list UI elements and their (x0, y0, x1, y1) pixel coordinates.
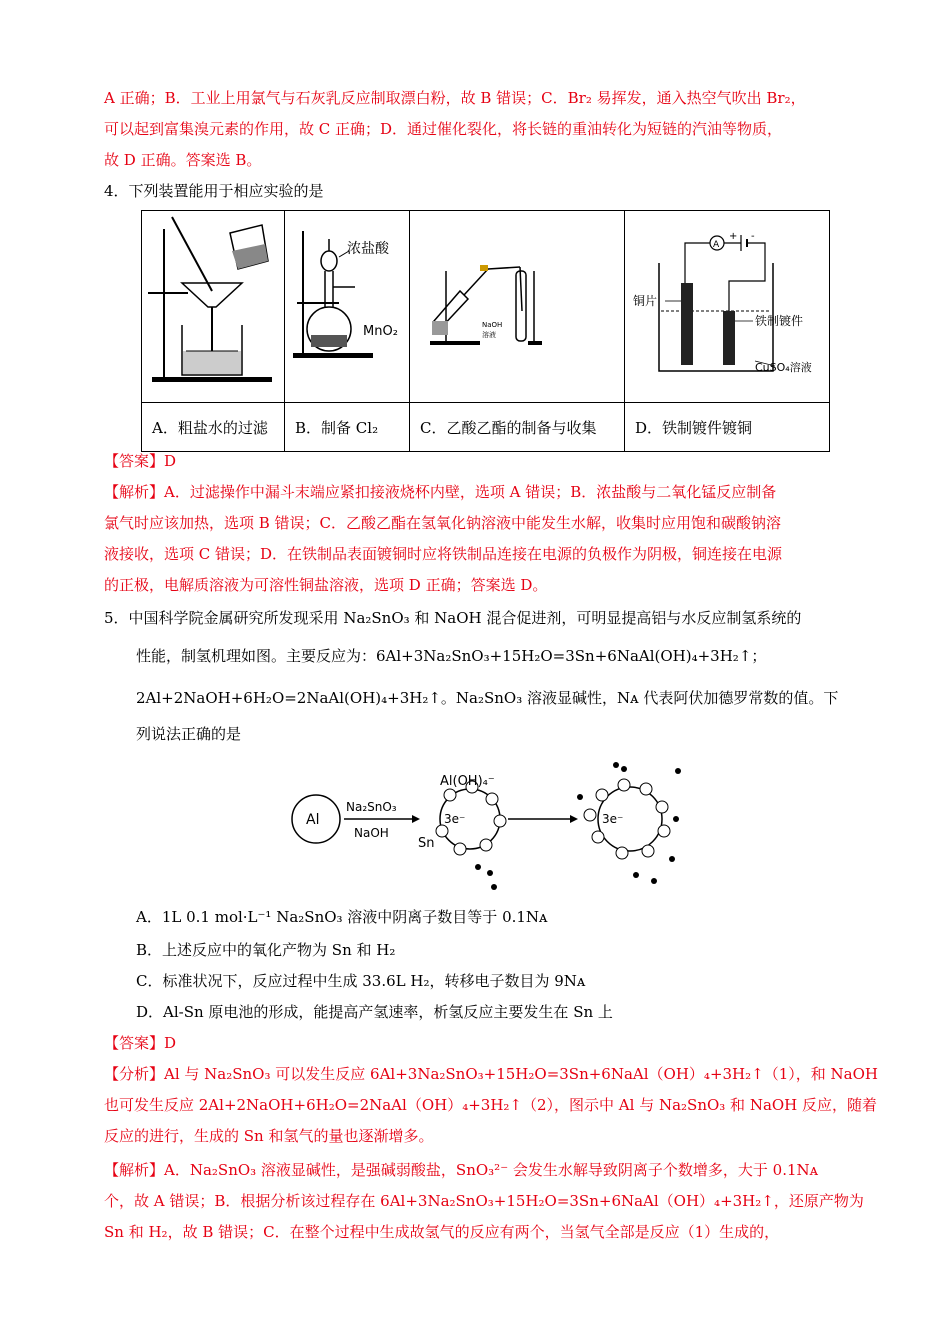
q5-stem-line-4: 列说法正确的是 (136, 725, 242, 743)
q5-stem-line-3: 2Al+2NaOH+6H₂O=2NaAl(OH)₄+3H₂↑。Na₂SnO₃ 溶液显碱性，Nᴀ 代表阿伏加德罗常数的值。下 (136, 689, 839, 707)
q4-analysis-line-4: 的正极，电解质溶液为可溶性铜盐溶液，选项 D 正确；答案选 D。 (104, 576, 548, 594)
q5-jiexi-line-2: 个，故 A 错误；B．根据分析该过程存在 6Al+3Na₂SnO₃+15H₂O=3Sn+6NaAl（OH）₄+3H₂↑，还原产物为 (104, 1192, 864, 1210)
chlorine-generator-icon (285, 211, 409, 398)
q4-figure-b (285, 211, 410, 403)
copper-label: 铜片 (633, 294, 658, 308)
q5-fenxi-line-3: 反应的进行，生成的 Sn 和氢气的量也逐渐增多。 (104, 1127, 434, 1145)
solution-label: 溶液 (482, 331, 496, 339)
electron-label: 3e⁻ (444, 812, 466, 826)
q4-stem: 4．下列装置能用于相应实验的是 (104, 182, 324, 200)
electroplating-apparatus-icon (625, 211, 829, 398)
q5-fenxi-line-2: 也可发生反应 2Al+2NaOH+6H₂O=2NaAl（OH）₄+3H₂↑（2），图示中 Al 与 Na₂SnO₃ 和 NaOH 反应，随着 (104, 1096, 878, 1114)
q5-jiexi-line-1: 【解析】A．Na₂SnO₃ 溶液显碱性，是强碱弱酸盐，SnO₃²⁻ 会发生水解导致阴离子个数增多，大于 0.1Nᴀ (104, 1161, 819, 1179)
hydrogen-mechanism-diagram (280, 755, 700, 895)
prev-explanation-line-1: A 正确；B．工业上用氯气与石灰乳反应制取漂白粉，故 B 错误；C．Br₂ 易挥发，通入热空气吹出 Br₂， (104, 89, 806, 107)
q4-analysis-line-2: 氯气时应该加热，选项 B 错误；C．乙酸乙酯在氢氧化钠溶液中能发生水解，收集时应用饱和碳酸钠溶 (104, 514, 782, 532)
q4-figure-c (410, 211, 625, 403)
q5-option-a: A．1L 0.1 mol·L⁻¹ Na₂SnO₃ 溶液中阴离子数目等于 0.1Nᴀ (136, 908, 548, 926)
al-label: Al (306, 812, 320, 828)
prev-explanation-line-3: 故 D 正确。答案选 B。 (104, 151, 262, 169)
filtration-apparatus-icon (142, 211, 284, 398)
q4-option-c: C．乙酸乙酯的制备与收集 (410, 403, 625, 452)
q5-stem-line-1: 5．中国科学院金属研究所发现采用 Na₂SnO₃ 和 NaOH 混合促进剂，可明显提高铝与水反应制氢系统的 (104, 609, 802, 627)
q5-option-b: B．上述反应中的氧化产物为 Sn 和 H₂ (136, 941, 396, 959)
iron-label: 铁制镀件 (755, 314, 804, 328)
q4-analysis-line-3: 液接收，选项 C 错误；D．在铁制品表面镀铜时应将铁制品连接在电源的负极作为阴极，铜连接在电源 (104, 545, 783, 563)
arrow-top-label: Na₂SnO₃ (346, 800, 397, 814)
q4-option-d: D．铁制镀件镀铜 (625, 403, 830, 452)
minus-sign: - (751, 231, 755, 242)
q5-stem-line-2: 性能，制氢机理如图。主要反应为：6Al+3Na₂SnO₃+15H₂O=3Sn+6NaAl(OH)₄+3H₂↑； (136, 647, 767, 665)
q5-jiexi-line-3: Sn 和 H₂，故 B 错误；C．在整个过程中生成故氢气的反应有两个，当氢气全部是反应（1）生成的， (104, 1223, 780, 1241)
prev-explanation-line-2: 可以起到富集溴元素的作用，故 C 正确；D．通过催化裂化，将长链的重油转化为短链的汽油等物质， (104, 120, 783, 138)
electrolyte-label: CuSO₄溶液 (755, 361, 812, 374)
q5-option-d: D．Al-Sn 原电池的形成，能提高产氢速率，析氢反应主要发生在 Sn 上 (136, 1003, 613, 1021)
sn-label: Sn (418, 836, 435, 851)
ester-apparatus-icon (410, 211, 624, 398)
electron-label-2: 3e⁻ (602, 812, 624, 826)
q4-analysis-line-1: 【解析】A．过滤操作中漏斗末端应紧扣接液烧杯内壁，选项 A 错误；B．浓盐酸与二氧化锰反应制备 (104, 483, 777, 501)
q4-answer: 【答案】D (104, 452, 177, 470)
q4-option-a: A．粗盐水的过滤 (142, 403, 285, 452)
q4-figure-a (142, 211, 285, 403)
ammeter-label: A (713, 240, 720, 250)
q5-option-c: C．标准状况下，反应过程中生成 33.6L H₂，转移电子数目为 9Nᴀ (136, 972, 586, 990)
arrow-bottom-label: NaOH (354, 826, 389, 840)
naoh-label: NaOH (482, 321, 503, 329)
q4-options-table (141, 210, 830, 452)
product-label: Al(OH)₄⁻ (440, 774, 495, 789)
q4-option-b: B．制备 Cl₂ (285, 403, 410, 452)
q5-fenxi-line-1: 【分析】Al 与 Na₂SnO₃ 可以发生反应 6Al+3Na₂SnO₃+15H₂O=3Sn+6NaAl（OH）₄+3H₂↑（1），和 NaOH (104, 1065, 878, 1083)
q4-figure-d (625, 211, 830, 403)
oxide-label: MnO₂ (363, 324, 398, 339)
plus-sign: + (729, 231, 738, 242)
acid-label: 浓盐酸 (347, 241, 389, 257)
q5-answer: 【答案】D (104, 1034, 177, 1052)
